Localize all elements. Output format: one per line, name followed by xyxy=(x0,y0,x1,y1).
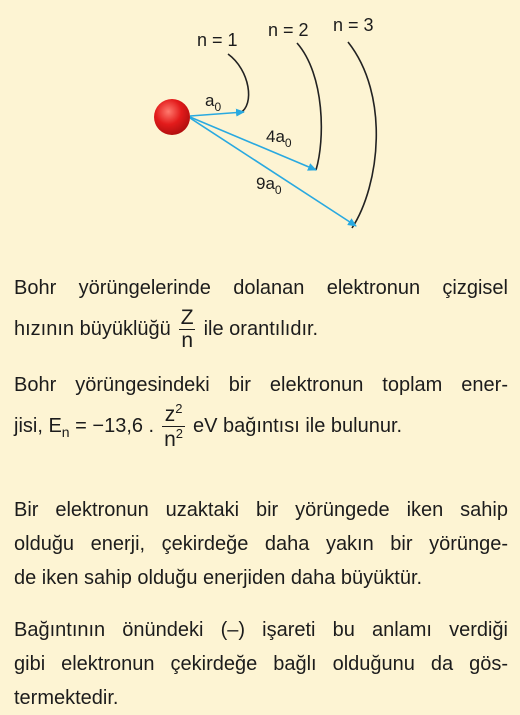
orbit-n2-arc xyxy=(297,43,321,170)
fraction-numerator: $z^2$ xyxy=(164,401,183,426)
p2-line2-mid: = −13,6 . xyxy=(69,414,155,437)
p1-line2-suffix: ile orantılıdır. xyxy=(203,317,319,340)
energy-subscript: n xyxy=(61,423,70,440)
p1-line1: Bohr yörüngelerinde dolanan elektronun çizgisel xyxy=(14,277,508,299)
orbit-label-n1: n = 1 xyxy=(197,30,238,50)
p4-line2: gibi elektronun çekirdeğe bağlı olduğunu da gös- xyxy=(14,653,508,675)
nucleus xyxy=(154,99,190,135)
paragraph-orbit-energy xyxy=(14,493,508,595)
radius-label-n3: $9a_0$ xyxy=(256,174,282,197)
fraction-denominator: n xyxy=(181,329,194,353)
orbit-n3-arc xyxy=(348,42,376,228)
orbit-n1-arc xyxy=(228,54,249,113)
p2-line2-prefix: jisi, E xyxy=(14,414,62,437)
p3-line1: Bir elektronun uzaktaki bir yörüngede iken sahip xyxy=(14,499,508,521)
p1-line2 xyxy=(14,307,508,352)
fraction-numerator: Z xyxy=(180,306,194,329)
radius-label-n1: $a_0$ xyxy=(205,91,222,114)
p4-line1: Bağıntının önündeki (–) işareti bu anlamı verdiği xyxy=(14,619,508,641)
paragraph-velocity xyxy=(14,271,508,352)
bohr-orbit-diagram xyxy=(0,0,520,250)
radius-label-n2: $4a_0$ xyxy=(266,127,292,150)
fraction-denominator: $n^2$ xyxy=(164,426,184,452)
p1-line2-prefix: hızının büyüklüğü xyxy=(14,317,171,340)
p2-line2 xyxy=(14,402,508,451)
p2-line2-suffix: eV bağıntısı ile bulunur. xyxy=(193,414,403,437)
orbit-label-n3: n = 3 xyxy=(333,15,374,35)
p4-line3: termektedir. xyxy=(14,687,119,709)
p3-line3: de iken sahip olduğu enerjiden daha büyüktür. xyxy=(14,567,423,589)
p2-line1: Bohr yörüngesindeki bir elektronun toplam ener- xyxy=(14,374,508,396)
paragraph-negative-sign xyxy=(14,613,508,715)
orbit-label-n2: n = 2 xyxy=(268,20,309,40)
p3-line2: olduğu enerji, çekirdeğe daha yakın bir yörünge- xyxy=(14,533,508,555)
radius-arrow-n2 xyxy=(190,117,316,170)
paragraph-energy xyxy=(14,368,508,451)
z2-over-n2-fraction xyxy=(162,402,185,451)
z-over-n-fraction xyxy=(179,307,196,352)
